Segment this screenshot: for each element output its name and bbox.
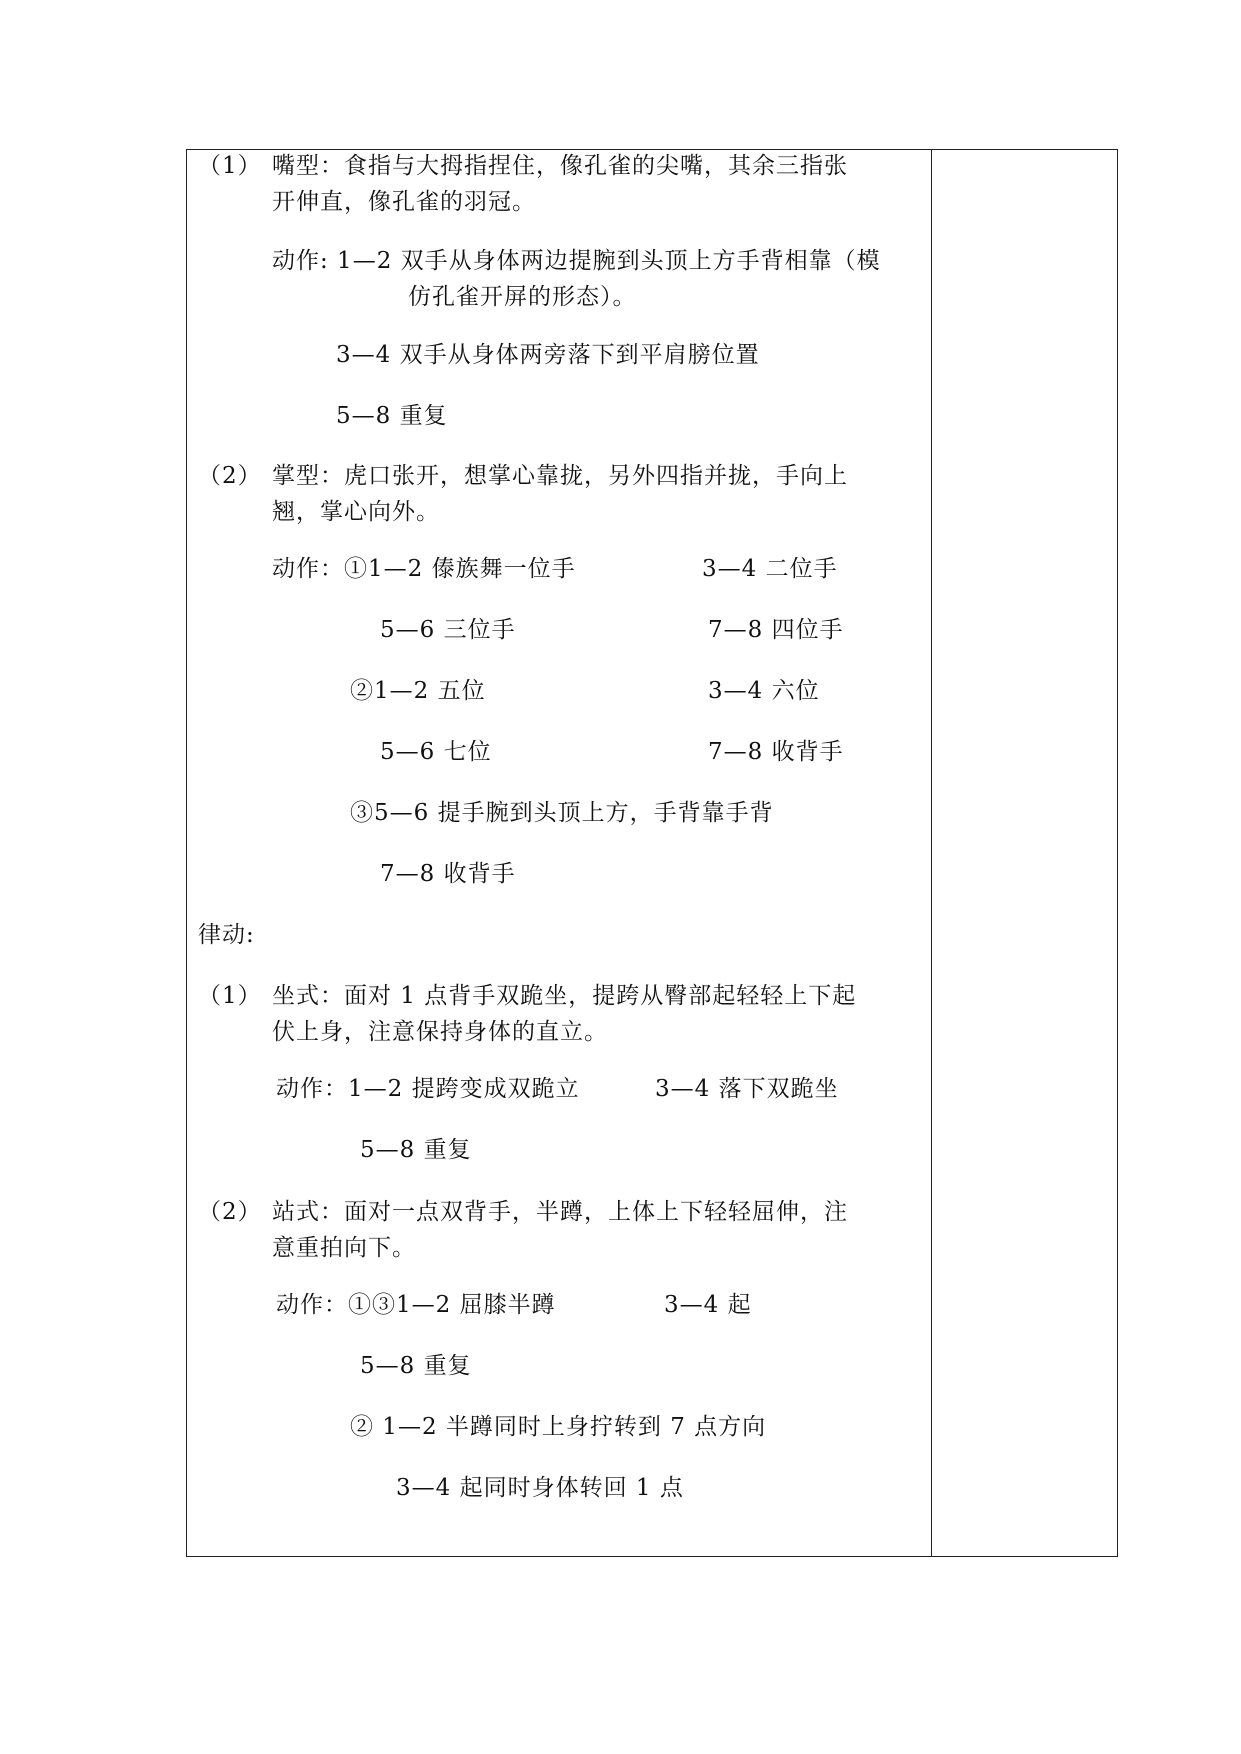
action-line: 5—8 重复 xyxy=(336,403,448,429)
action-line: 3—4 二位手 xyxy=(702,556,838,582)
paragraph-line: 意重拍向下。 xyxy=(272,1235,416,1261)
action-line: 动作：①③1—2 屈膝半蹲 xyxy=(276,1292,556,1318)
action-line: 3—4 六位 xyxy=(708,678,820,704)
action-line: 5—8 重复 xyxy=(360,1137,472,1163)
paragraph-line: 伏上身，注意保持身体的直立。 xyxy=(272,1019,608,1045)
action-line: 3—4 起同时身体转回 1 点 xyxy=(396,1475,684,1501)
action-line: 7—8 收背手 xyxy=(708,739,844,765)
action-line: 5—8 重复 xyxy=(360,1353,472,1379)
item-number: （1） xyxy=(198,983,262,1009)
action-line: ③5—6 提手腕到头顶上方，手背靠手背 xyxy=(350,800,774,826)
item-number: （1） xyxy=(198,153,262,179)
action-line: 3—4 落下双跪坐 xyxy=(655,1076,839,1102)
item-number: （2） xyxy=(198,1199,262,1225)
action-line: 5—6 三位手 xyxy=(380,617,516,643)
item-number: （2） xyxy=(198,463,262,489)
paragraph-line: 翘，掌心向外。 xyxy=(272,499,440,525)
action-line: 仿孔雀开屏的形态）。 xyxy=(408,284,637,310)
action-line: 5—6 七位 xyxy=(380,739,492,765)
action-line: 动作: 1—2 双手从身体两边提腕到头顶上方手背相靠（模 xyxy=(272,248,881,274)
action-line: 动作：①1—2 傣族舞一位手 xyxy=(272,556,576,582)
paragraph-line: 开伸直，像孔雀的羽冠。 xyxy=(272,189,536,215)
action-line: 3—4 起 xyxy=(664,1292,752,1318)
action-line: ② 1—2 半蹲同时上身拧转到 7 点方向 xyxy=(350,1414,767,1440)
paragraph-line: 站式：面对一点双背手，半蹲，上体上下轻轻屈伸，注 xyxy=(272,1199,848,1225)
action-line: 7—8 收背手 xyxy=(380,861,516,887)
paragraph-line: 嘴型：食指与大拇指捏住，像孔雀的尖嘴，其余三指张 xyxy=(272,153,848,179)
section-heading: 律动: xyxy=(198,922,255,948)
paragraph-line: 坐式：面对 1 点背手双跪坐，提跨从臀部起轻轻上下起 xyxy=(272,983,857,1009)
action-line: ②1—2 五位 xyxy=(350,678,486,704)
action-line: 3—4 双手从身体两旁落下到平肩膀位置 xyxy=(336,342,760,368)
action-line: 动作：1—2 提跨变成双跪立 xyxy=(276,1076,580,1102)
column-divider xyxy=(931,149,932,1557)
paragraph-line: 掌型：虎口张开，想掌心靠拢，另外四指并拢，手向上 xyxy=(272,463,848,489)
action-line: 7—8 四位手 xyxy=(708,617,844,643)
